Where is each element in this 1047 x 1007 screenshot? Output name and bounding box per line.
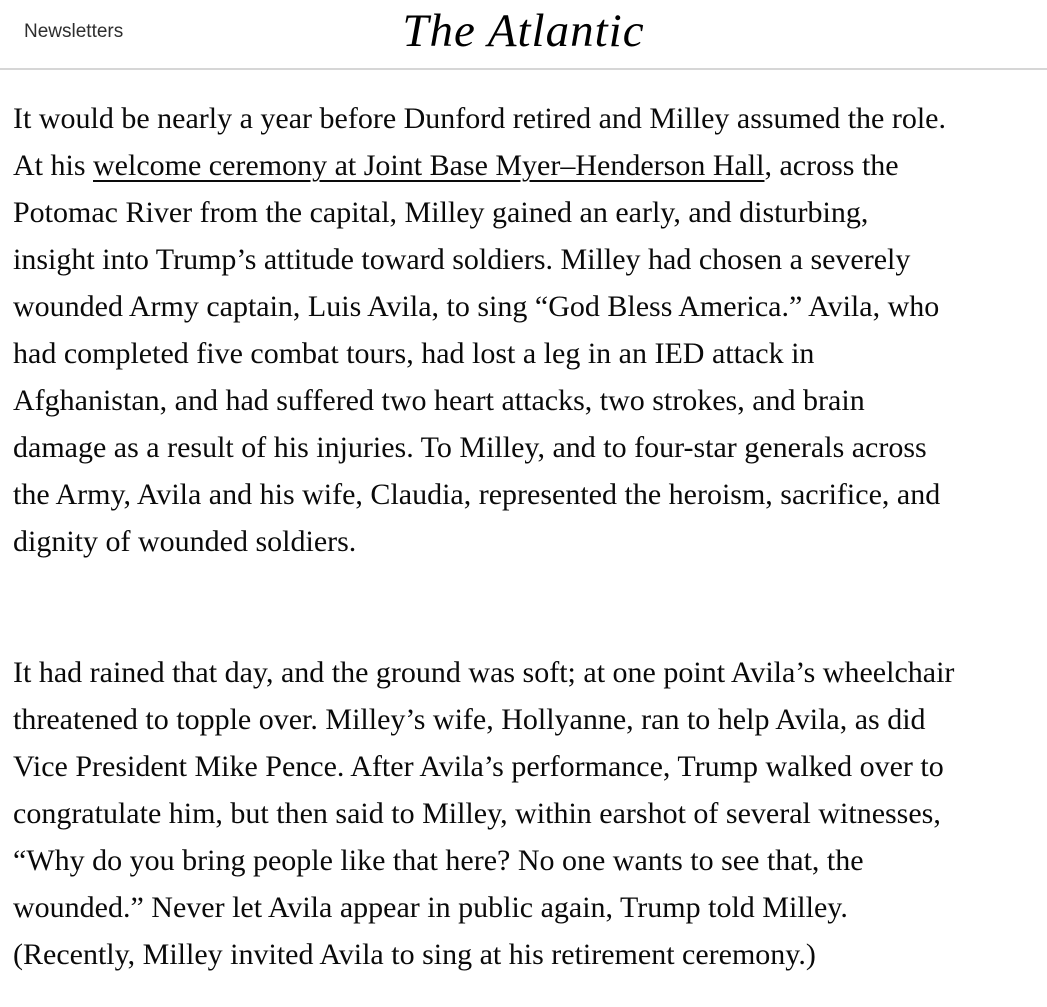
site-header — [0, 0, 1047, 70]
text-segment: , across the — [764, 149, 899, 182]
text-line — [13, 931, 1034, 978]
text-segment: wounded Army captain, Luis Avila, to sing “God Bless America.” Avila, who — [13, 290, 940, 323]
article-inline-link[interactable]: welcome ceremony at Joint Base Myer–Henderson Hall — [93, 149, 765, 182]
text-segment: congratulate him, but then said to Milley, within earshot of several witnesses, — [13, 797, 941, 830]
text-segment: Vice President Mike Pence. After Avila’s performance, Trump walked over to — [13, 750, 944, 783]
text-segment: threatened to topple over. Milley’s wife, Hollyanne, ran to help Avila, as did — [13, 703, 926, 736]
article-paragraph — [13, 95, 1034, 565]
text-segment: had completed five combat tours, had lost a leg in an IED attack in — [13, 337, 815, 370]
article-body — [0, 70, 1047, 990]
text-segment: damage as a result of his injuries. To Milley, and to four-star generals across — [13, 431, 927, 464]
text-segment: Afghanistan, and had suffered two heart attacks, two strokes, and brain — [13, 384, 865, 417]
text-segment: dignity of wounded soldiers. — [13, 525, 357, 558]
text-segment: wounded.” Never let Avila appear in public again, Trump told Milley. — [13, 891, 848, 924]
text-line — [13, 189, 1034, 236]
text-line — [13, 330, 1034, 377]
text-line — [13, 471, 1034, 518]
text-line — [13, 518, 1034, 565]
text-line — [13, 142, 1034, 189]
text-segment: the Army, Avila and his wife, Claudia, represented the heroism, sacrifice, and — [13, 478, 941, 511]
article-paragraph — [13, 649, 1034, 978]
text-line — [13, 837, 1034, 884]
text-line — [13, 377, 1034, 424]
newsletters-link[interactable]: Newsletters — [24, 21, 124, 42]
text-segment: It would be nearly a year before Dunford retired and Milley assumed the role. — [13, 102, 946, 135]
text-line — [13, 884, 1034, 931]
text-segment: It had rained that day, and the ground was soft; at one point Avila’s wheelchair — [13, 656, 955, 689]
text-segment: “Why do you bring people like that here? No one wants to see that, the — [13, 844, 864, 877]
text-line — [13, 790, 1034, 837]
atlantic-logo[interactable]: The Atlantic — [402, 5, 645, 57]
text-line — [13, 424, 1034, 471]
text-segment: (Recently, Milley invited Avila to sing at his retirement ceremony.) — [13, 938, 816, 971]
text-segment: At his — [13, 149, 94, 182]
text-line — [13, 236, 1034, 283]
text-line — [13, 95, 1034, 142]
text-line — [13, 743, 1034, 790]
text-line — [13, 649, 1034, 696]
text-line — [13, 696, 1034, 743]
text-line — [13, 283, 1034, 330]
text-segment: Potomac River from the capital, Milley gained an early, and disturbing, — [13, 196, 869, 229]
text-segment: insight into Trump’s attitude toward soldiers. Milley had chosen a severely — [13, 243, 911, 276]
